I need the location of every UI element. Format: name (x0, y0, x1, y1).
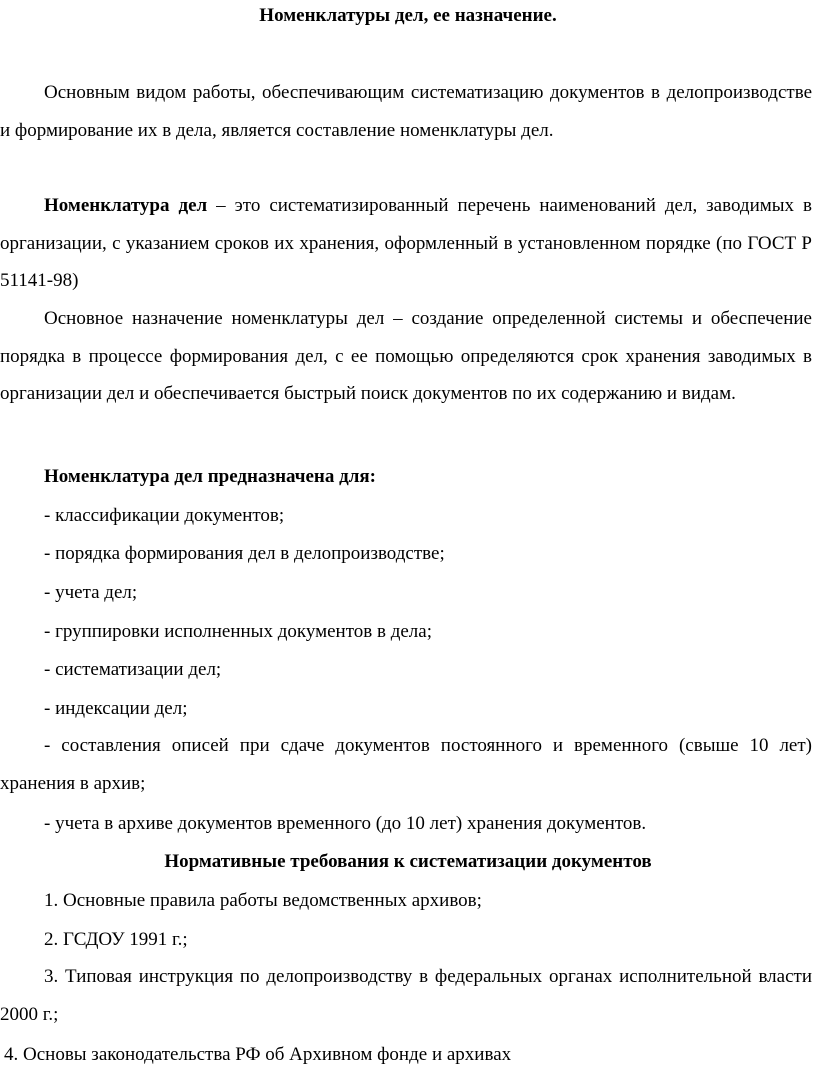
norms-item: 1. Основные правила работы ведомственных архивов; (44, 890, 482, 911)
definition-text: – это систематизированный перечень наименований дел, заводимых в организации, с указанием сроков их хранения, оформленный в установленном порядке (по ГОСТ Р 51141-98) (0, 195, 812, 291)
purpose-item: - учета в архиве документов временного (до 10 лет) хранения документов. (44, 813, 647, 834)
purpose-item: - систематизации дел; (44, 659, 222, 680)
purpose-heading: Номенклатура дел предназначена для: (44, 466, 377, 487)
definition-term: Номенклатура дел (44, 195, 208, 216)
norms-item: 2. ГСДОУ 1991 г.; (44, 929, 188, 950)
paragraph-intro: Основным видом работы, обеспечивающим систематизацию документов в делопроизводстве и формирование их в дела, является составление номенклатуры дел. (0, 82, 812, 141)
document-title: Номенклатуры дел, ее назначение. (259, 5, 557, 26)
purpose-item: - группировки исполненных документов в дела; (44, 621, 432, 642)
purpose-item: - учета дел; (44, 582, 138, 603)
norms-heading: Нормативные требования к систематизации документов (164, 851, 652, 872)
purpose-item: - индексации дел; (44, 698, 188, 719)
norms-item: 3. Типовая инструкция по делопроизводству в федеральных органах исполнительной власти 2000 г.; (0, 966, 812, 1025)
paragraph-definition (0, 187, 812, 300)
purpose-item: - классификации документов; (44, 505, 285, 526)
purpose-item: - составления описей при сдаче документов постоянного и временного (свыше 10 лет) хранения в архив; (0, 735, 812, 794)
norms-item: 4. Основы законодательства РФ об Архивном фонде и архивах (4, 1044, 512, 1065)
purpose-item: - порядка формирования дел в делопроизводстве; (44, 543, 445, 564)
paragraph-purpose: Основное назначение номенклатуры дел – создание определенной системы и обеспечение порядка в процессе формирования дел, с ее помощью определяются срок хранения заводимых в организации дел и обеспечивается быстрый поиск документов по их содержанию и видам. (0, 308, 812, 404)
